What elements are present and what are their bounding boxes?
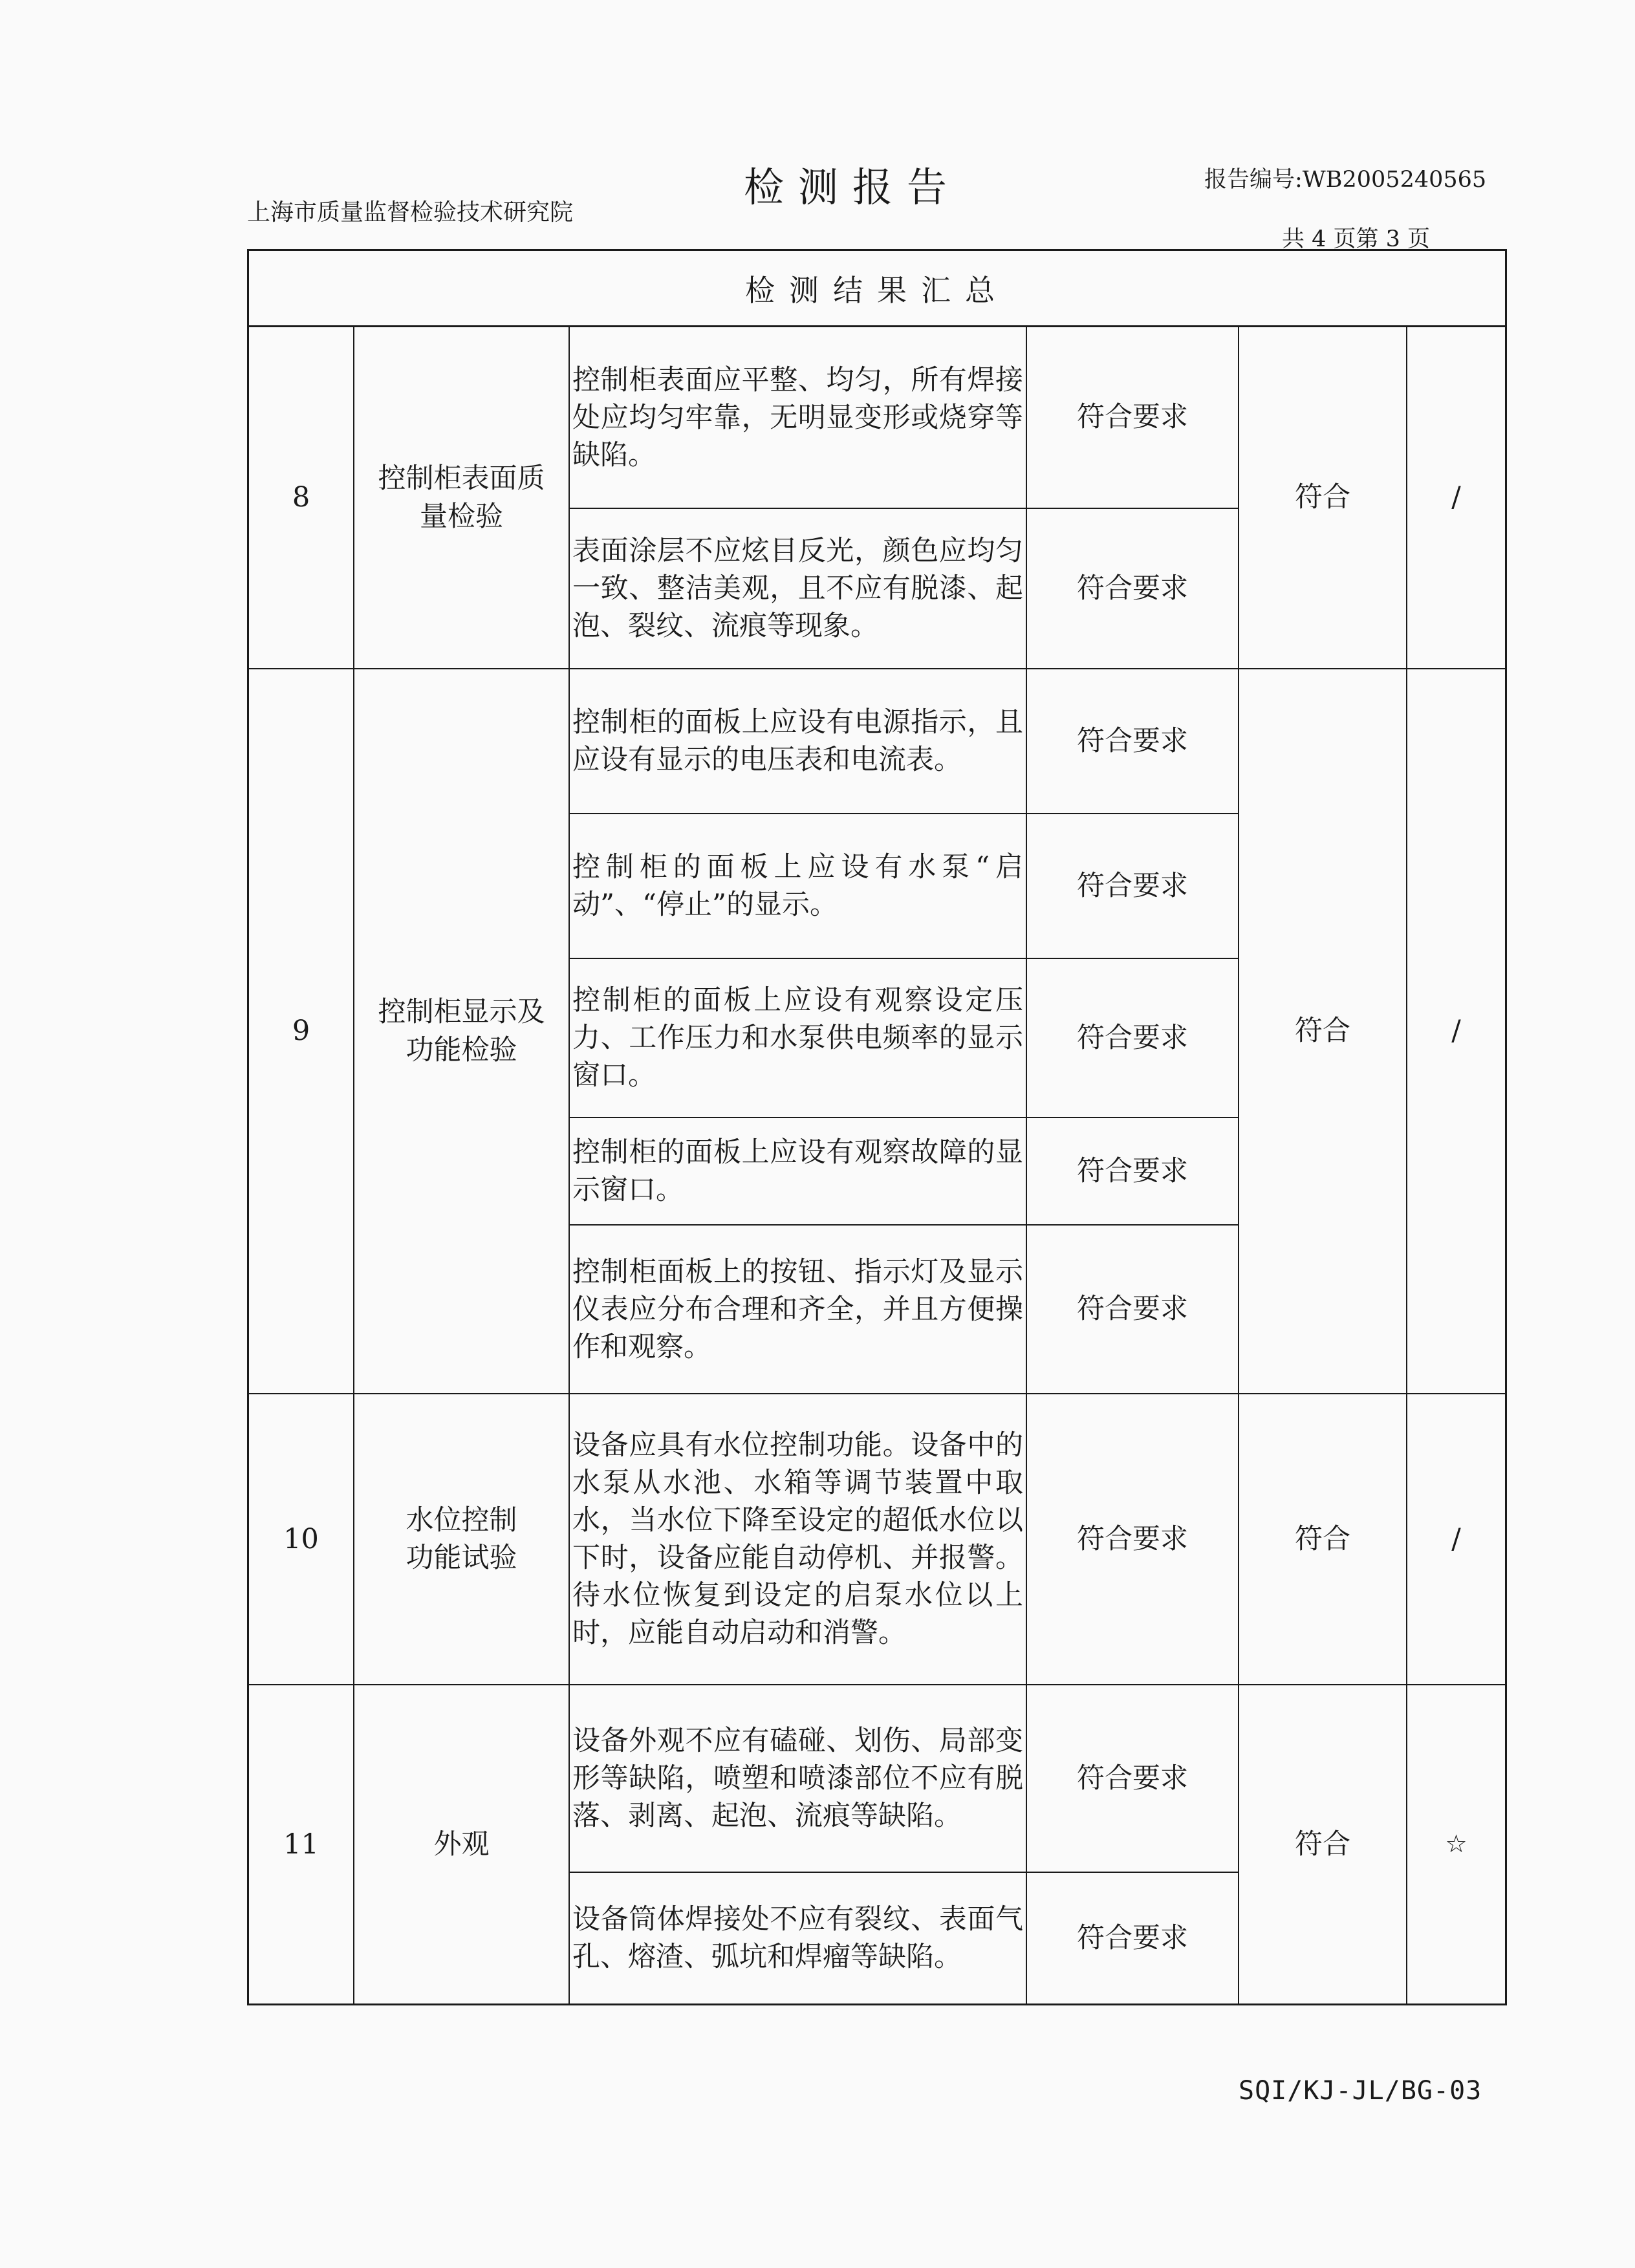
requirement-cell: 控制柜的面板上应设有电源指示，且应设有显示的电压表和电流表。 — [570, 669, 1027, 814]
requirement-cell: 控制柜的面板上应设有水泵“启动”、“停止”的显示。 — [570, 814, 1027, 959]
report-number — [1204, 162, 1486, 194]
item-name: 控制柜表面质量检验 — [354, 327, 570, 669]
result-cell: 符合要求 — [1027, 814, 1239, 959]
result-cell: 符合要求 — [1027, 509, 1239, 669]
result-cell: 符合要求 — [1027, 1226, 1239, 1394]
requirement-cell: 控制柜面板上的按钮、指示灯及显示仪表应分布合理和齐全，并且方便操作和观察。 — [570, 1226, 1027, 1394]
item-name: 控制柜显示及功能检验 — [354, 669, 570, 1394]
item-number: 10 — [249, 1394, 354, 1685]
requirement-cell: 设备筒体焊接处不应有裂纹、表面气孔、熔渣、弧坑和焊瘤等缺陷。 — [570, 1873, 1027, 2003]
requirement-cell: 设备应具有水位控制功能。设备中的水泵从水池、水箱等调节装置中取水，当水位下降至设定的超低水位以下时，设备应能自动停机、并报警。待水位恢复到设定的启泵水位以上时，应能自动启动和消警。 — [570, 1394, 1027, 1685]
remark-star-icon: ☆ — [1445, 1830, 1467, 1859]
institute-name: 上海市质量监督检验技术研究院 — [247, 199, 574, 226]
results-summary-table — [247, 249, 1507, 2005]
conclusion-cell: 符合 — [1239, 1685, 1407, 2003]
result-cell: 符合要求 — [1027, 1118, 1239, 1226]
document-title: 检测报告 — [744, 164, 962, 211]
remark-cell: / — [1407, 1394, 1505, 1685]
remark-cell: / — [1407, 669, 1505, 1394]
requirement-cell: 表面涂层不应炫目反光，颜色应均匀一致、整洁美观，且不应有脱漆、起泡、裂纹、流痕等现象。 — [570, 509, 1027, 669]
requirement-cell: 控制柜的面板上应设有观察故障的显示窗口。 — [570, 1118, 1027, 1226]
table-title: 检测结果汇总 — [249, 251, 1505, 327]
requirement-cell: 设备外观不应有磕碰、划伤、局部变形等缺陷，喷塑和喷漆部位不应有脱落、剥离、起泡、流痕等缺陷。 — [570, 1685, 1027, 1873]
result-cell: 符合要求 — [1027, 1685, 1239, 1873]
remark-cell: / — [1407, 327, 1505, 669]
result-cell: 符合要求 — [1027, 1873, 1239, 2003]
item-name: 外观 — [354, 1685, 570, 2003]
item-name: 水位控制功能试验 — [354, 1394, 570, 1685]
document-code: SQI/KJ-JL/BG-03 — [1239, 2076, 1482, 2106]
item-number: 11 — [249, 1685, 354, 2003]
item-number: 8 — [249, 327, 354, 669]
requirement-cell: 控制柜的面板上应设有观察设定压力、工作压力和水泵供电频率的显示窗口。 — [570, 959, 1027, 1118]
result-cell: 符合要求 — [1027, 959, 1239, 1118]
page-info: 共 4 页第 3 页 — [1282, 226, 1431, 252]
result-cell: 符合要求 — [1027, 669, 1239, 814]
conclusion-cell: 符合 — [1239, 327, 1407, 669]
result-cell: 符合要求 — [1027, 327, 1239, 509]
item-number: 9 — [249, 669, 354, 1394]
result-cell: 符合要求 — [1027, 1394, 1239, 1685]
conclusion-cell: 符合 — [1239, 669, 1407, 1394]
conclusion-cell: 符合 — [1239, 1394, 1407, 1685]
requirement-cell: 控制柜表面应平整、均匀，所有焊接处应均匀牢靠，无明显变形或烧穿等缺陷。 — [570, 327, 1027, 509]
report-number-value: WB2005240565 — [1302, 167, 1487, 193]
report-number-label: 报告编号: — [1204, 167, 1303, 193]
